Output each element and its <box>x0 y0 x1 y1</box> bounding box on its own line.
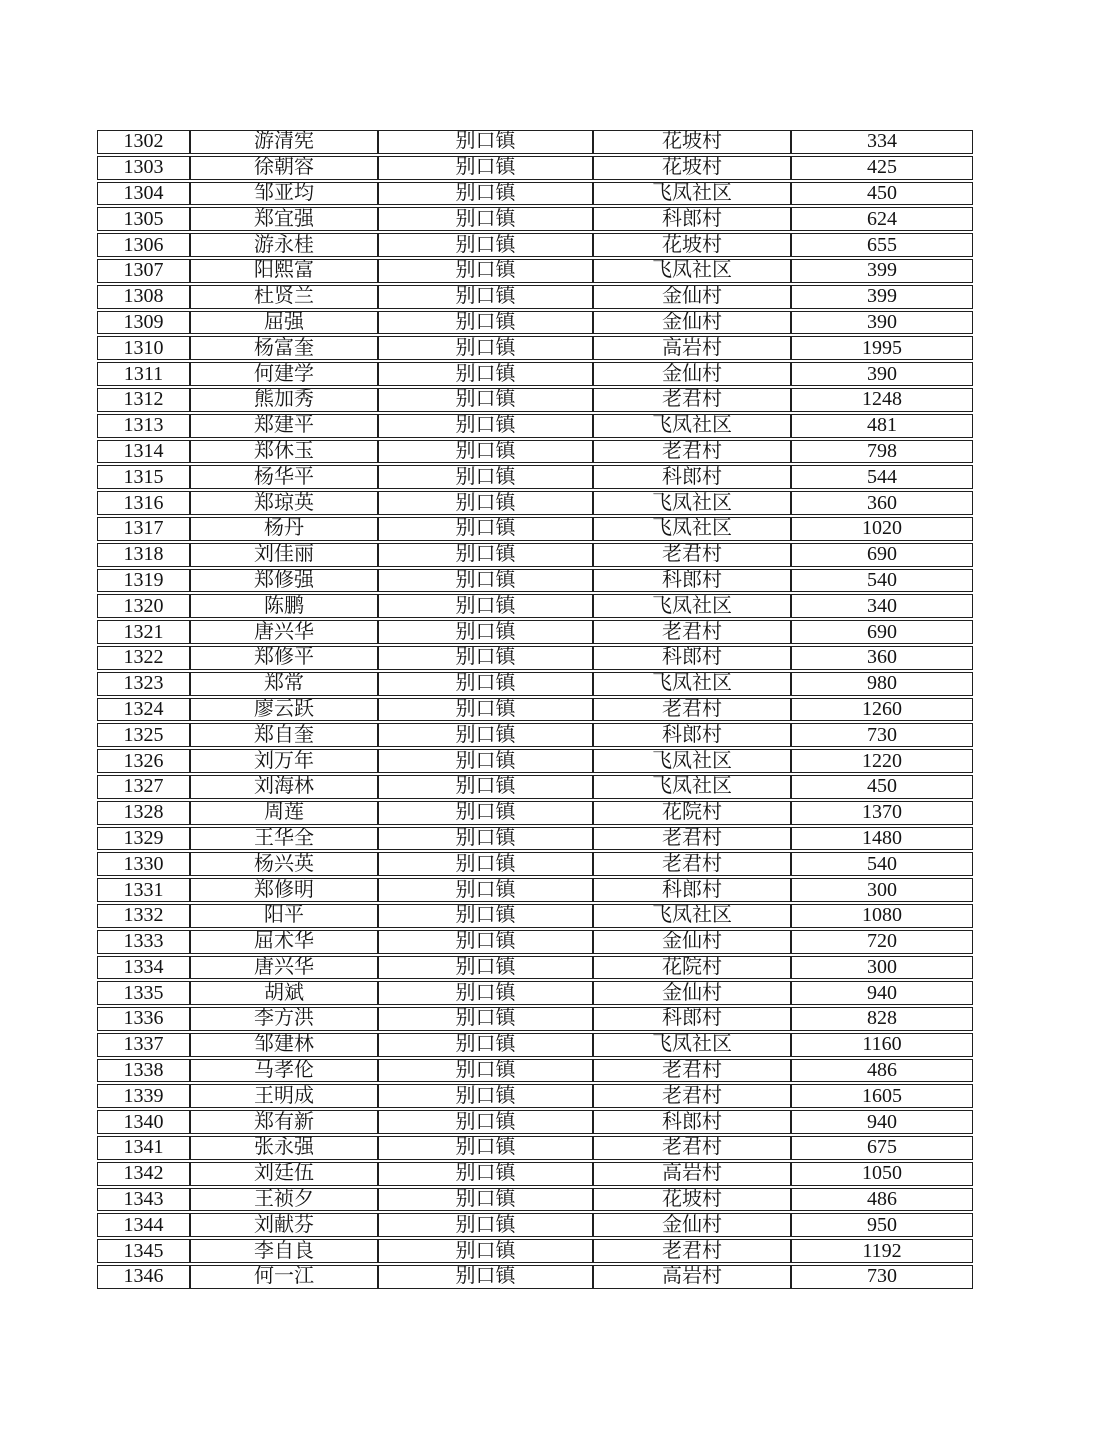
cell-village: 老君村 <box>593 388 791 412</box>
cell-town: 别口镇 <box>378 465 593 489</box>
cell-town: 别口镇 <box>378 1213 593 1237</box>
cell-name: 杨丹 <box>190 517 378 541</box>
cell-amount: 1370 <box>791 801 973 825</box>
table-row <box>97 465 973 489</box>
cell-town: 别口镇 <box>378 336 593 360</box>
cell-name: 刘廷伍 <box>190 1162 378 1186</box>
cell-village: 飞凤社区 <box>593 749 791 773</box>
cell-village: 老君村 <box>593 1239 791 1263</box>
cell-serial: 1315 <box>97 465 190 489</box>
table-row <box>97 414 973 438</box>
cell-serial: 1311 <box>97 362 190 386</box>
cell-village: 老君村 <box>593 1059 791 1083</box>
table-row <box>97 749 973 773</box>
cell-serial: 1305 <box>97 207 190 231</box>
cell-amount: 655 <box>791 233 973 257</box>
cell-serial: 1328 <box>97 801 190 825</box>
cell-name: 徐朝容 <box>190 156 378 180</box>
cell-amount: 334 <box>791 130 973 154</box>
cell-serial: 1336 <box>97 1007 190 1031</box>
cell-village: 飞凤社区 <box>593 259 791 283</box>
cell-amount: 1995 <box>791 336 973 360</box>
cell-amount: 675 <box>791 1136 973 1160</box>
cell-town: 别口镇 <box>378 878 593 902</box>
table-row <box>97 491 973 515</box>
cell-town: 别口镇 <box>378 801 593 825</box>
cell-serial: 1310 <box>97 336 190 360</box>
cell-amount: 486 <box>791 1188 973 1212</box>
cell-serial: 1342 <box>97 1162 190 1186</box>
cell-serial: 1344 <box>97 1213 190 1237</box>
cell-town: 别口镇 <box>378 1136 593 1160</box>
cell-village: 飞凤社区 <box>593 182 791 206</box>
cell-amount: 390 <box>791 311 973 335</box>
cell-village: 飞凤社区 <box>593 594 791 618</box>
table-row <box>97 723 973 747</box>
cell-amount: 399 <box>791 259 973 283</box>
cell-town: 别口镇 <box>378 775 593 799</box>
cell-serial: 1340 <box>97 1110 190 1134</box>
cell-serial: 1319 <box>97 569 190 593</box>
cell-name: 郑修平 <box>190 646 378 670</box>
cell-village: 飞凤社区 <box>593 414 791 438</box>
cell-amount: 624 <box>791 207 973 231</box>
cell-town: 别口镇 <box>378 723 593 747</box>
cell-town: 别口镇 <box>378 1162 593 1186</box>
cell-town: 别口镇 <box>378 620 593 644</box>
cell-name: 郑有新 <box>190 1110 378 1134</box>
cell-village: 飞凤社区 <box>593 672 791 696</box>
cell-amount: 481 <box>791 414 973 438</box>
cell-serial: 1318 <box>97 543 190 567</box>
cell-village: 高岩村 <box>593 1162 791 1186</box>
cell-village: 老君村 <box>593 1136 791 1160</box>
cell-name: 唐兴华 <box>190 956 378 980</box>
cell-village: 老君村 <box>593 620 791 644</box>
cell-amount: 940 <box>791 981 973 1005</box>
cell-village: 金仙村 <box>593 285 791 309</box>
cell-serial: 1316 <box>97 491 190 515</box>
cell-amount: 300 <box>791 956 973 980</box>
cell-town: 别口镇 <box>378 362 593 386</box>
cell-town: 别口镇 <box>378 1033 593 1057</box>
cell-name: 郑建平 <box>190 414 378 438</box>
cell-name: 唐兴华 <box>190 620 378 644</box>
cell-village: 老君村 <box>593 852 791 876</box>
cell-amount: 720 <box>791 930 973 954</box>
cell-serial: 1308 <box>97 285 190 309</box>
cell-serial: 1333 <box>97 930 190 954</box>
cell-serial: 1324 <box>97 698 190 722</box>
cell-amount: 540 <box>791 569 973 593</box>
cell-serial: 1303 <box>97 156 190 180</box>
cell-town: 别口镇 <box>378 569 593 593</box>
cell-village: 科郎村 <box>593 207 791 231</box>
cell-town: 别口镇 <box>378 749 593 773</box>
table-row <box>97 233 973 257</box>
table-row <box>97 698 973 722</box>
cell-name: 王华全 <box>190 827 378 851</box>
table-row <box>97 362 973 386</box>
cell-village: 科郎村 <box>593 465 791 489</box>
cell-serial: 1329 <box>97 827 190 851</box>
cell-town: 别口镇 <box>378 517 593 541</box>
cell-village: 科郎村 <box>593 723 791 747</box>
cell-amount: 1260 <box>791 698 973 722</box>
cell-name: 阳平 <box>190 904 378 928</box>
cell-village: 飞凤社区 <box>593 1033 791 1057</box>
cell-village: 科郎村 <box>593 1007 791 1031</box>
cell-name: 王祯夕 <box>190 1188 378 1212</box>
cell-serial: 1327 <box>97 775 190 799</box>
cell-serial: 1304 <box>97 182 190 206</box>
cell-village: 科郎村 <box>593 569 791 593</box>
cell-town: 别口镇 <box>378 594 593 618</box>
cell-village: 金仙村 <box>593 930 791 954</box>
cell-name: 游清宪 <box>190 130 378 154</box>
cell-amount: 360 <box>791 646 973 670</box>
cell-amount: 730 <box>791 1265 973 1289</box>
cell-town: 别口镇 <box>378 1084 593 1108</box>
cell-serial: 1302 <box>97 130 190 154</box>
table-row <box>97 1239 973 1263</box>
cell-name: 屈术华 <box>190 930 378 954</box>
cell-village: 金仙村 <box>593 1213 791 1237</box>
cell-village: 老君村 <box>593 543 791 567</box>
cell-amount: 425 <box>791 156 973 180</box>
cell-town: 别口镇 <box>378 1188 593 1212</box>
cell-town: 别口镇 <box>378 698 593 722</box>
cell-serial: 1346 <box>97 1265 190 1289</box>
cell-amount: 950 <box>791 1213 973 1237</box>
cell-town: 别口镇 <box>378 233 593 257</box>
cell-town: 别口镇 <box>378 543 593 567</box>
data-table <box>97 128 973 1291</box>
cell-village: 花院村 <box>593 801 791 825</box>
table-row <box>97 1084 973 1108</box>
cell-town: 别口镇 <box>378 1059 593 1083</box>
table-row <box>97 517 973 541</box>
table-row <box>97 1136 973 1160</box>
cell-village: 花坡村 <box>593 130 791 154</box>
cell-town: 别口镇 <box>378 852 593 876</box>
cell-amount: 390 <box>791 362 973 386</box>
cell-name: 张永强 <box>190 1136 378 1160</box>
cell-name: 刘万年 <box>190 749 378 773</box>
cell-name: 熊加秀 <box>190 388 378 412</box>
cell-serial: 1314 <box>97 440 190 464</box>
cell-town: 别口镇 <box>378 207 593 231</box>
cell-amount: 828 <box>791 1007 973 1031</box>
table-row <box>97 620 973 644</box>
cell-village: 飞凤社区 <box>593 491 791 515</box>
table-row <box>97 182 973 206</box>
cell-amount: 1480 <box>791 827 973 851</box>
table-body <box>97 130 973 1289</box>
cell-serial: 1343 <box>97 1188 190 1212</box>
cell-name: 胡斌 <box>190 981 378 1005</box>
table-row <box>97 827 973 851</box>
cell-serial: 1338 <box>97 1059 190 1083</box>
cell-name: 郑修明 <box>190 878 378 902</box>
cell-name: 邹建林 <box>190 1033 378 1057</box>
cell-serial: 1322 <box>97 646 190 670</box>
cell-village: 飞凤社区 <box>593 517 791 541</box>
cell-amount: 450 <box>791 775 973 799</box>
cell-name: 郑宜强 <box>190 207 378 231</box>
cell-village: 老君村 <box>593 1084 791 1108</box>
cell-name: 屈强 <box>190 311 378 335</box>
cell-serial: 1334 <box>97 956 190 980</box>
cell-amount: 399 <box>791 285 973 309</box>
cell-village: 花院村 <box>593 956 791 980</box>
table-row <box>97 981 973 1005</box>
cell-village: 金仙村 <box>593 362 791 386</box>
table-row <box>97 156 973 180</box>
table-row <box>97 672 973 696</box>
cell-amount: 980 <box>791 672 973 696</box>
cell-village: 科郎村 <box>593 878 791 902</box>
cell-amount: 486 <box>791 1059 973 1083</box>
cell-name: 郑休玉 <box>190 440 378 464</box>
cell-name: 游永桂 <box>190 233 378 257</box>
cell-town: 别口镇 <box>378 1239 593 1263</box>
cell-town: 别口镇 <box>378 904 593 928</box>
cell-name: 郑自奎 <box>190 723 378 747</box>
cell-serial: 1317 <box>97 517 190 541</box>
cell-town: 别口镇 <box>378 1007 593 1031</box>
cell-serial: 1325 <box>97 723 190 747</box>
cell-serial: 1332 <box>97 904 190 928</box>
cell-serial: 1337 <box>97 1033 190 1057</box>
cell-serial: 1323 <box>97 672 190 696</box>
cell-village: 花坡村 <box>593 156 791 180</box>
table-row <box>97 930 973 954</box>
cell-village: 高岩村 <box>593 336 791 360</box>
table-row <box>97 130 973 154</box>
cell-serial: 1341 <box>97 1136 190 1160</box>
table-row <box>97 311 973 335</box>
cell-town: 别口镇 <box>378 388 593 412</box>
cell-amount: 730 <box>791 723 973 747</box>
cell-serial: 1345 <box>97 1239 190 1263</box>
cell-name: 廖云跃 <box>190 698 378 722</box>
cell-town: 别口镇 <box>378 1110 593 1134</box>
cell-amount: 798 <box>791 440 973 464</box>
cell-amount: 1160 <box>791 1033 973 1057</box>
cell-town: 别口镇 <box>378 956 593 980</box>
cell-amount: 1220 <box>791 749 973 773</box>
cell-serial: 1306 <box>97 233 190 257</box>
cell-village: 金仙村 <box>593 311 791 335</box>
table-row <box>97 956 973 980</box>
cell-serial: 1335 <box>97 981 190 1005</box>
cell-amount: 690 <box>791 620 973 644</box>
table-row <box>97 259 973 283</box>
cell-amount: 300 <box>791 878 973 902</box>
cell-name: 马孝伦 <box>190 1059 378 1083</box>
cell-name: 周莲 <box>190 801 378 825</box>
cell-name: 刘佳丽 <box>190 543 378 567</box>
cell-serial: 1326 <box>97 749 190 773</box>
cell-serial: 1309 <box>97 311 190 335</box>
cell-village: 金仙村 <box>593 981 791 1005</box>
table-row <box>97 543 973 567</box>
cell-village: 科郎村 <box>593 646 791 670</box>
cell-name: 陈鹏 <box>190 594 378 618</box>
cell-name: 杨富奎 <box>190 336 378 360</box>
cell-village: 老君村 <box>593 440 791 464</box>
cell-amount: 540 <box>791 852 973 876</box>
cell-village: 高岩村 <box>593 1265 791 1289</box>
cell-village: 科郎村 <box>593 1110 791 1134</box>
cell-amount: 690 <box>791 543 973 567</box>
cell-town: 别口镇 <box>378 182 593 206</box>
table-row <box>97 801 973 825</box>
table-row <box>97 852 973 876</box>
cell-amount: 360 <box>791 491 973 515</box>
cell-name: 何建学 <box>190 362 378 386</box>
table-row <box>97 1213 973 1237</box>
cell-town: 别口镇 <box>378 1265 593 1289</box>
cell-town: 别口镇 <box>378 130 593 154</box>
cell-town: 别口镇 <box>378 311 593 335</box>
cell-name: 李自良 <box>190 1239 378 1263</box>
table-row <box>97 1110 973 1134</box>
table-row <box>97 569 973 593</box>
cell-town: 别口镇 <box>378 981 593 1005</box>
cell-name: 杜贤兰 <box>190 285 378 309</box>
cell-name: 杨兴英 <box>190 852 378 876</box>
cell-town: 别口镇 <box>378 414 593 438</box>
table-row <box>97 1162 973 1186</box>
cell-serial: 1339 <box>97 1084 190 1108</box>
table-row <box>97 1265 973 1289</box>
table-row <box>97 1059 973 1083</box>
cell-amount: 940 <box>791 1110 973 1134</box>
cell-serial: 1321 <box>97 620 190 644</box>
table-row <box>97 285 973 309</box>
cell-amount: 1050 <box>791 1162 973 1186</box>
cell-village: 老君村 <box>593 827 791 851</box>
cell-town: 别口镇 <box>378 930 593 954</box>
cell-name: 刘海林 <box>190 775 378 799</box>
cell-name: 邹亚均 <box>190 182 378 206</box>
cell-village: 飞凤社区 <box>593 904 791 928</box>
cell-amount: 1192 <box>791 1239 973 1263</box>
cell-amount: 1080 <box>791 904 973 928</box>
cell-name: 阳熙富 <box>190 259 378 283</box>
cell-serial: 1313 <box>97 414 190 438</box>
cell-town: 别口镇 <box>378 646 593 670</box>
cell-village: 飞凤社区 <box>593 775 791 799</box>
cell-amount: 340 <box>791 594 973 618</box>
cell-town: 别口镇 <box>378 491 593 515</box>
cell-town: 别口镇 <box>378 156 593 180</box>
table-row <box>97 878 973 902</box>
cell-serial: 1307 <box>97 259 190 283</box>
cell-name: 郑琼英 <box>190 491 378 515</box>
cell-name: 刘献芬 <box>190 1213 378 1237</box>
table-row <box>97 594 973 618</box>
table-row <box>97 646 973 670</box>
table-row <box>97 388 973 412</box>
cell-town: 别口镇 <box>378 827 593 851</box>
cell-village: 老君村 <box>593 698 791 722</box>
cell-serial: 1320 <box>97 594 190 618</box>
cell-amount: 544 <box>791 465 973 489</box>
cell-village: 花坡村 <box>593 1188 791 1212</box>
table-row <box>97 207 973 231</box>
cell-name: 郑修强 <box>190 569 378 593</box>
cell-town: 别口镇 <box>378 285 593 309</box>
cell-name: 王明成 <box>190 1084 378 1108</box>
cell-village: 花坡村 <box>593 233 791 257</box>
cell-serial: 1312 <box>97 388 190 412</box>
cell-town: 别口镇 <box>378 259 593 283</box>
table-row <box>97 904 973 928</box>
cell-name: 李方洪 <box>190 1007 378 1031</box>
cell-town: 别口镇 <box>378 440 593 464</box>
cell-amount: 1248 <box>791 388 973 412</box>
cell-name: 杨华平 <box>190 465 378 489</box>
cell-amount: 1605 <box>791 1084 973 1108</box>
cell-amount: 450 <box>791 182 973 206</box>
table-row <box>97 775 973 799</box>
cell-serial: 1330 <box>97 852 190 876</box>
table-row <box>97 336 973 360</box>
table-row <box>97 1007 973 1031</box>
table-row <box>97 440 973 464</box>
cell-amount: 1020 <box>791 517 973 541</box>
cell-name: 郑常 <box>190 672 378 696</box>
cell-town: 别口镇 <box>378 672 593 696</box>
cell-name: 何一江 <box>190 1265 378 1289</box>
table-row <box>97 1033 973 1057</box>
cell-serial: 1331 <box>97 878 190 902</box>
table-row <box>97 1188 973 1212</box>
